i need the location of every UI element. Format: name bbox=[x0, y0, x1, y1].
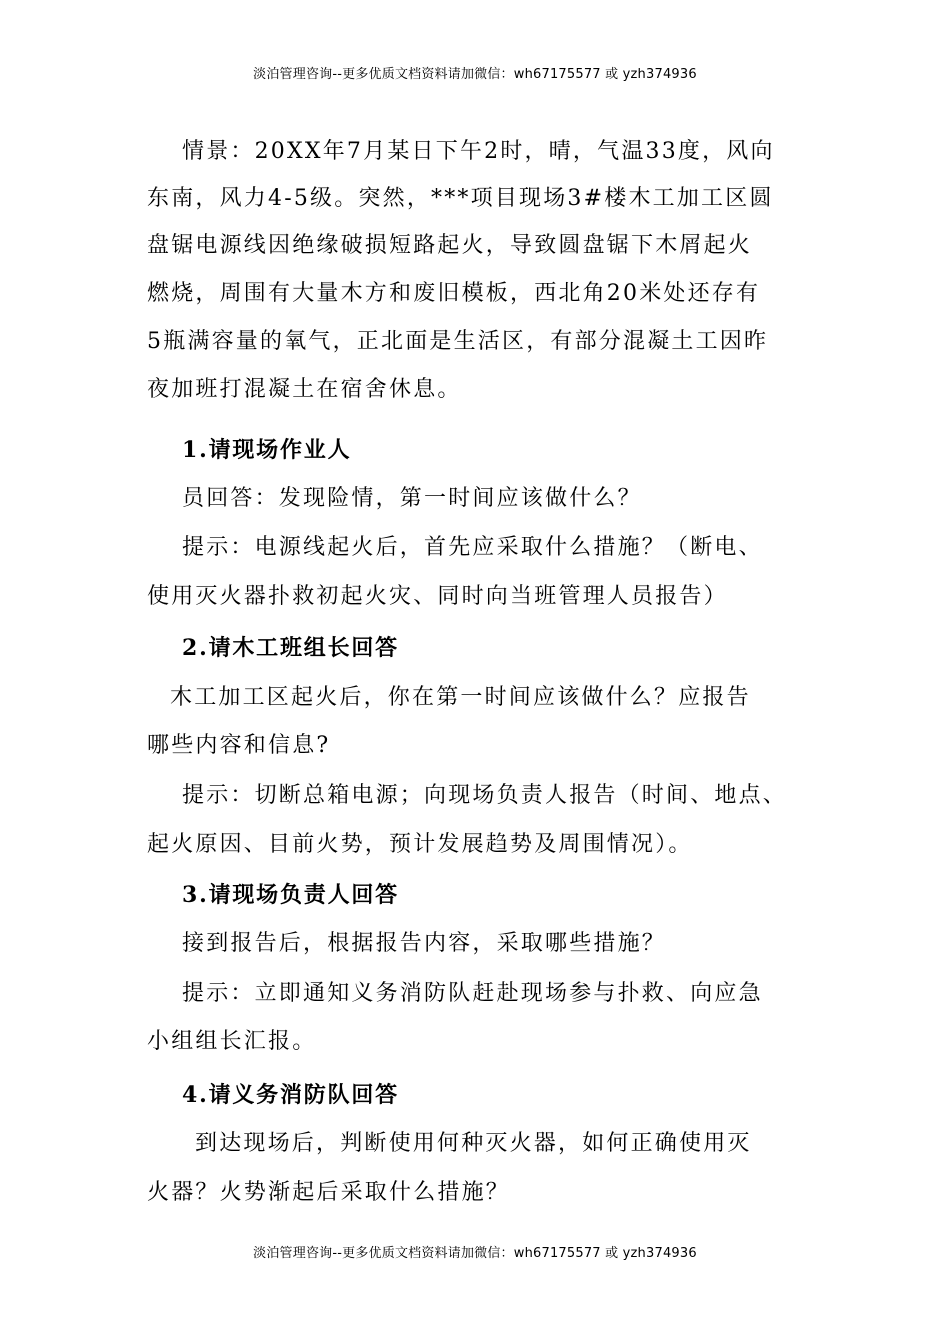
question-line: 到达现场后，判断使用何种灭火器，如何正确使用灭 bbox=[195, 1131, 752, 1156]
question-line: 哪些内容和信息? bbox=[147, 733, 331, 758]
scenario-line: 东南，风力4-5级。突然，***项目现场3#楼木工加工区圆 bbox=[147, 186, 774, 211]
question-line: 木工加工区起火后，你在第一时间应该做什么？应报告 bbox=[170, 685, 751, 710]
page-footer: 淡泊管理咨询--更多优质文档资料请加微信：wh67175577 或 yzh374936 bbox=[253, 1246, 697, 1261]
hint-line: 提示：立即通知义务消防队赶赴现场参与扑救、向应急 bbox=[182, 981, 763, 1006]
scenario-line: 夜加班打混凝土在宿舍休息。 bbox=[147, 377, 462, 402]
page-header: 淡泊管理咨询--更多优质文档资料请加微信：wh67175577 或 yzh374936 bbox=[253, 67, 697, 82]
section-heading: 3.请现场负责人回答 bbox=[182, 882, 399, 908]
scenario-line: 情景：20XX年7月某日下午2时，晴，气温33度，风向 bbox=[182, 139, 775, 164]
scenario-line: 盘锯电源线因绝缘破损短路起火，导致圆盘锯下木屑起火 bbox=[147, 233, 753, 258]
scenario-line: 5瓶满容量的氧气，正北面是生活区，有部分混凝土工因昨 bbox=[147, 329, 769, 354]
question-line: 接到报告后，根据报告内容，采取哪些措施？ bbox=[182, 931, 667, 956]
hint-line: 使用灭火器扑救初起火灾、同时向当班管理人员报告） bbox=[147, 584, 728, 609]
section-heading: 4.请义务消防队回答 bbox=[182, 1082, 399, 1108]
hint-line: 起火原因、目前火势，预计发展趋势及周围情况）。 bbox=[147, 832, 693, 857]
section-heading: 2.请木工班组长回答 bbox=[182, 635, 399, 661]
hint-line: 小组组长汇报。 bbox=[147, 1029, 317, 1054]
question-line: 员回答：发现险情，第一时间应该做什么？ bbox=[182, 486, 642, 511]
hint-line: 提示：切断总箱电源；向现场负责人报告（时间、地点、 bbox=[182, 783, 788, 808]
section-heading: 1.请现场作业人 bbox=[182, 437, 352, 463]
hint-line: 提示：电源线起火后，首先应采取什么措施？（断电、 bbox=[182, 535, 763, 560]
scenario-line: 燃烧，周围有大量木方和废旧模板，西北角20米处还存有 bbox=[147, 281, 761, 306]
question-line: 火器？火势渐起后采取什么措施？ bbox=[147, 1180, 511, 1205]
